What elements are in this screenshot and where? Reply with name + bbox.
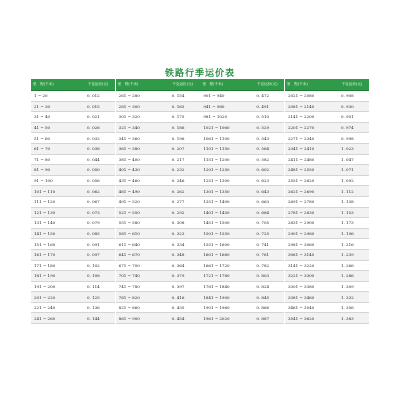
price-value: 0. 021 (81, 112, 115, 123)
price-value: 1. 196 (335, 228, 369, 239)
price-value: 0. 761 (250, 249, 284, 260)
table-row (200, 302, 284, 313)
table-row (285, 281, 369, 292)
price-value: 0. 207 (166, 143, 200, 154)
price-value: 0. 454 (166, 313, 200, 324)
table-row (200, 112, 284, 123)
distance-range: 381 ~ 400 (116, 154, 166, 165)
price-value: 1. 112 (335, 186, 369, 197)
table-row (116, 122, 200, 133)
price-value: 0. 032 (81, 133, 115, 144)
table-row (200, 271, 284, 282)
price-value: 0. 529 (250, 122, 284, 133)
table-row (116, 165, 200, 176)
distance-range: 1061 ~ 1100 (200, 133, 250, 144)
price-value: 0. 416 (166, 292, 200, 303)
table-row (116, 143, 200, 154)
distance-range: 3301 ~ 3380 (285, 281, 335, 292)
table-row (116, 112, 200, 123)
table-row (200, 281, 284, 292)
table-row (200, 313, 284, 324)
table-row (285, 218, 369, 229)
table-row (200, 260, 284, 271)
price-value: 1. 173 (335, 218, 369, 229)
price-value: 0. 887 (250, 313, 284, 324)
distance-range: 3141 ~ 3220 (285, 260, 335, 271)
price-value: 0. 196 (166, 133, 200, 144)
table-row (116, 313, 200, 324)
distance-range: 141 ~ 150 (31, 228, 81, 239)
price-value: 1. 138 (335, 196, 369, 207)
price-value: 0. 364 (166, 260, 200, 271)
distance-range: 1781 ~ 1840 (200, 281, 250, 292)
header-range: 里 程(千米) (31, 79, 81, 91)
price-value: 0. 684 (250, 207, 284, 218)
table-row (116, 281, 200, 292)
distance-range: 1901 ~ 1960 (200, 302, 250, 313)
table-row (31, 207, 115, 218)
price-value: 0. 085 (81, 228, 115, 239)
table-row (285, 143, 369, 154)
price-value: 0. 725 (250, 228, 284, 239)
price-value: 0. 602 (250, 165, 284, 176)
distance-range: 171 ~ 180 (31, 260, 81, 271)
distance-range: 121 ~ 130 (31, 207, 81, 218)
distance-range: 1251 ~ 1300 (200, 175, 250, 186)
rate-table-2 (116, 79, 200, 324)
table-row (200, 165, 284, 176)
distance-range: 261 ~ 280 (116, 91, 166, 102)
distance-range: 781 ~ 820 (116, 292, 166, 303)
distance-range: 2141 ~ 2200 (285, 112, 335, 123)
distance-range: 71 ~ 80 (31, 154, 81, 165)
distance-range: 2621 ~ 2690 (285, 186, 335, 197)
rate-tables (31, 79, 369, 322)
table-row (116, 186, 200, 197)
distance-range: 551 ~ 580 (116, 218, 166, 229)
price-value: 0. 067 (81, 196, 115, 207)
distance-range: 101 ~ 110 (31, 186, 81, 197)
table-row (116, 101, 200, 112)
distance-range: 1601 ~ 1660 (200, 249, 250, 260)
table-row (285, 302, 369, 313)
distance-range: 2411 ~ 2480 (285, 154, 335, 165)
distance-range: 1201 ~ 1250 (200, 165, 250, 176)
table-row (31, 313, 115, 324)
distance-range: 2341 ~ 2410 (285, 143, 335, 154)
price-value: 0. 056 (81, 175, 115, 186)
price-value: 1. 309 (335, 281, 369, 292)
distance-range: 1451 ~ 1500 (200, 218, 250, 229)
table-row (31, 154, 115, 165)
price-value: 0. 108 (81, 271, 115, 282)
table-row (31, 133, 115, 144)
price-value: 1. 216 (335, 239, 369, 250)
distance-range: 2271 ~ 2340 (285, 133, 335, 144)
table-row (31, 122, 115, 133)
table-row (31, 271, 115, 282)
table-row (31, 260, 115, 271)
table-header-row (285, 79, 369, 91)
distance-range: 181 ~ 190 (31, 271, 81, 282)
header-range: 里 程(千米) (285, 79, 335, 91)
table-row (200, 249, 284, 260)
distance-range: 901 ~ 940 (200, 91, 250, 102)
distance-range: 861 ~ 900 (116, 313, 166, 324)
distance-range: 91 ~ 100 (31, 175, 81, 186)
table-row (285, 133, 369, 144)
header-price: 千克运价(元) (166, 79, 200, 91)
distance-range: 1551 ~ 1600 (200, 239, 250, 250)
price-value: 0. 136 (81, 302, 115, 313)
distance-range: 641 ~ 670 (116, 249, 166, 260)
distance-range: 3221 ~ 3300 (285, 271, 335, 282)
table-row (285, 165, 369, 176)
header-price: 千克运价(元) (250, 79, 284, 91)
distance-range: 2551 ~ 2620 (285, 175, 335, 186)
distance-range: 1501 ~ 1550 (200, 228, 250, 239)
distance-range: 301 ~ 320 (116, 112, 166, 123)
distance-range: 161 ~ 170 (31, 249, 81, 260)
table-row (116, 218, 200, 229)
distance-range: 221 ~ 240 (31, 302, 81, 313)
header-range: 里 程(千米) (116, 79, 166, 91)
price-value: 1. 266 (335, 260, 369, 271)
table-row (116, 91, 200, 102)
price-value: 0. 564 (250, 143, 284, 154)
table-row (285, 122, 369, 133)
header-price: 千克运价(元) (81, 79, 115, 91)
price-value: 0. 491 (250, 101, 284, 112)
table-row (116, 239, 200, 250)
price-value: 0. 102 (81, 260, 115, 271)
price-value: 0. 379 (166, 271, 200, 282)
distance-range: 941 ~ 980 (200, 101, 250, 112)
header-price: 千克运价(元) (335, 79, 369, 91)
table-row (116, 228, 200, 239)
price-value: 0. 044 (81, 154, 115, 165)
price-value: 1. 047 (335, 154, 369, 165)
table-row (285, 91, 369, 102)
price-value: 0. 397 (166, 281, 200, 292)
distance-range: 3461 ~ 3540 (285, 302, 335, 313)
distance-range: 361 ~ 380 (116, 143, 166, 154)
price-value: 0. 472 (250, 91, 284, 102)
table-row (285, 292, 369, 303)
price-value: 0. 232 (166, 165, 200, 176)
price-value: 0. 097 (81, 249, 115, 260)
table-row (31, 186, 115, 197)
table-row (31, 302, 115, 313)
distance-range: 491 ~ 520 (116, 196, 166, 207)
price-value: 0. 908 (335, 91, 369, 102)
table-row (200, 292, 284, 303)
distance-range: 201 ~ 220 (31, 292, 81, 303)
table-row (200, 228, 284, 239)
distance-range: 1961 ~ 2020 (200, 313, 250, 324)
table-row (31, 292, 115, 303)
price-value: 0. 582 (250, 154, 284, 165)
table-row (116, 271, 200, 282)
price-value: 1. 286 (335, 271, 369, 282)
price-value: 0. 510 (250, 112, 284, 123)
price-value: 0. 062 (81, 186, 115, 197)
price-value: 0. 998 (335, 133, 369, 144)
price-value: 0. 026 (81, 122, 115, 133)
price-value: 0. 012 (81, 91, 115, 102)
price-value: 0. 038 (81, 143, 115, 154)
table-row (285, 196, 369, 207)
table-row (285, 313, 369, 324)
table-row (285, 228, 369, 239)
table-row (31, 249, 115, 260)
price-value: 0. 323 (166, 228, 200, 239)
distance-range: 151 ~ 160 (31, 239, 81, 250)
distance-range: 1351 ~ 1400 (200, 196, 250, 207)
table-row (116, 154, 200, 165)
price-value: 0. 144 (81, 313, 115, 324)
rate-table-3 (200, 79, 284, 324)
rate-table-4 (285, 79, 369, 324)
table-row (200, 101, 284, 112)
distance-range: 2901 ~ 2980 (285, 228, 335, 239)
price-value: 0. 186 (166, 122, 200, 133)
table-row (116, 249, 200, 260)
table-row (31, 91, 115, 102)
price-value: 0. 845 (250, 292, 284, 303)
distance-range: 2081 ~ 2140 (285, 101, 335, 112)
table-row (200, 143, 284, 154)
table-header-row (116, 79, 200, 91)
distance-range: 1301 ~ 1350 (200, 186, 250, 197)
distance-range: 671 ~ 700 (116, 260, 166, 271)
distance-range: 461 ~ 490 (116, 186, 166, 197)
table-row (200, 91, 284, 102)
price-value: 0. 073 (81, 207, 115, 218)
distance-range: 21 ~ 30 (31, 101, 81, 112)
distance-range: 41 ~ 50 (31, 122, 81, 133)
price-value: 1. 071 (335, 165, 369, 176)
page-title: 铁路行季运价表 (164, 69, 235, 79)
distance-range: 821 ~ 860 (116, 302, 166, 313)
price-value: 0. 091 (81, 239, 115, 250)
distance-range: 521 ~ 550 (116, 207, 166, 218)
table-row (31, 196, 115, 207)
header-range: 里 程(千米) (200, 79, 250, 91)
table-row (116, 207, 200, 218)
distance-range: 1101 ~ 1150 (200, 143, 250, 154)
price-value: 0. 930 (335, 101, 369, 112)
distance-range: 1401 ~ 1450 (200, 207, 250, 218)
distance-range: 1721 ~ 1780 (200, 271, 250, 282)
price-value: 0. 125 (81, 292, 115, 303)
price-value: 1. 023 (335, 143, 369, 154)
price-value: 0. 114 (81, 281, 115, 292)
table-row (116, 196, 200, 207)
price-value: 0. 334 (166, 239, 200, 250)
price-value: 0. 824 (250, 281, 284, 292)
table-row (200, 122, 284, 133)
price-value: 0. 262 (166, 186, 200, 197)
table-row (116, 175, 200, 186)
distance-range: 2981 ~ 3060 (285, 239, 335, 250)
price-value: 1. 092 (335, 175, 369, 186)
distance-range: 1841 ~ 1900 (200, 292, 250, 303)
price-value: 0. 050 (81, 165, 115, 176)
table-row (285, 112, 369, 123)
table-row (200, 154, 284, 165)
price-value: 0. 165 (166, 101, 200, 112)
distance-range: 341 ~ 360 (116, 133, 166, 144)
price-value: 0. 217 (166, 154, 200, 165)
table-row (200, 175, 284, 186)
table-row (200, 186, 284, 197)
price-value: 0. 277 (166, 196, 200, 207)
distance-range: 741 ~ 780 (116, 281, 166, 292)
distance-range: 191 ~ 200 (31, 281, 81, 292)
table-row (285, 207, 369, 218)
price-value: 1. 153 (335, 207, 369, 218)
table-row (116, 260, 200, 271)
table-row (31, 228, 115, 239)
table-header-row (31, 79, 115, 91)
distance-range: 111 ~ 120 (31, 196, 81, 207)
table-row (200, 196, 284, 207)
distance-range: 701 ~ 740 (116, 271, 166, 282)
distance-range: 81 ~ 90 (31, 165, 81, 176)
distance-range: 611 ~ 640 (116, 239, 166, 250)
price-value: 0. 643 (250, 186, 284, 197)
distance-range: 1151 ~ 1200 (200, 154, 250, 165)
table-row (285, 154, 369, 165)
distance-range: 431 ~ 460 (116, 175, 166, 186)
price-value: 0. 623 (250, 175, 284, 186)
price-value: 0. 705 (250, 218, 284, 229)
price-value: 0. 015 (81, 101, 115, 112)
price-value: 0. 951 (335, 112, 369, 123)
price-value: 0. 803 (250, 271, 284, 282)
distance-range: 1661 ~ 1720 (200, 260, 250, 271)
rate-table-1 (31, 79, 115, 324)
table-row (31, 165, 115, 176)
distance-range: 2781 ~ 2830 (285, 207, 335, 218)
price-value: 1. 383 (335, 313, 369, 324)
price-value: 0. 663 (250, 196, 284, 207)
distance-range: 2831 ~ 2900 (285, 218, 335, 229)
table-row (200, 133, 284, 144)
price-value: 1. 332 (335, 292, 369, 303)
table-row (116, 302, 200, 313)
distance-range: 281 ~ 300 (116, 101, 166, 112)
distance-range: 3061 ~ 3140 (285, 249, 335, 260)
distance-range: 2691 ~ 2780 (285, 196, 335, 207)
price-value: 0. 292 (166, 207, 200, 218)
price-value: 0. 974 (335, 122, 369, 133)
distance-range: 51 ~ 60 (31, 133, 81, 144)
table-row (31, 143, 115, 154)
table-row (285, 186, 369, 197)
distance-range: 61 ~ 70 (31, 143, 81, 154)
distance-range: 981 ~ 1020 (200, 112, 250, 123)
table-row (116, 292, 200, 303)
table-row (285, 101, 369, 112)
price-value: 0. 154 (166, 91, 200, 102)
price-value: 0. 175 (166, 112, 200, 123)
table-row (31, 239, 115, 250)
price-value: 0. 543 (250, 133, 284, 144)
table-row (31, 101, 115, 112)
table-row (285, 175, 369, 186)
distance-range: 581 ~ 610 (116, 228, 166, 239)
table-row (285, 239, 369, 250)
table-row (31, 281, 115, 292)
distance-range: 3381 ~ 3460 (285, 292, 335, 303)
table-row (200, 239, 284, 250)
price-value: 0. 246 (166, 175, 200, 186)
distance-range: 2481 ~ 2550 (285, 165, 335, 176)
table-row (31, 112, 115, 123)
price-value: 0. 782 (250, 260, 284, 271)
table-row (31, 218, 115, 229)
distance-range: 1 ~ 20 (31, 91, 81, 102)
distance-range: 31 ~ 40 (31, 112, 81, 123)
price-value: 0. 308 (166, 218, 200, 229)
distance-range: 131 ~ 140 (31, 218, 81, 229)
distance-range: 321 ~ 340 (116, 122, 166, 133)
table-header-row (200, 79, 284, 91)
price-value: 0. 866 (250, 302, 284, 313)
distance-range: 2201 ~ 2270 (285, 122, 335, 133)
table-row (285, 249, 369, 260)
distance-range: 401 ~ 430 (116, 165, 166, 176)
price-value: 1. 356 (335, 302, 369, 313)
distance-range: 1021 ~ 1060 (200, 122, 250, 133)
table-row (200, 218, 284, 229)
price-value: 0. 435 (166, 302, 200, 313)
distance-range: 241 ~ 260 (31, 313, 81, 324)
table-row (200, 207, 284, 218)
price-value: 0. 079 (81, 218, 115, 229)
table-row (116, 133, 200, 144)
distance-range: 2021 ~ 2080 (285, 91, 335, 102)
table-row (285, 260, 369, 271)
price-value: 1. 239 (335, 249, 369, 260)
table-row (285, 271, 369, 282)
price-value: 0. 741 (250, 239, 284, 250)
table-row (31, 175, 115, 186)
distance-range: 3541 ~ 3620 (285, 313, 335, 324)
price-value: 0. 348 (166, 249, 200, 260)
